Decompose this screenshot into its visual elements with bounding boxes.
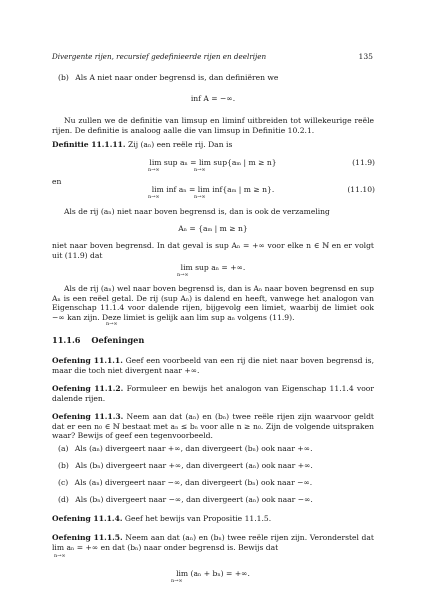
item-label: (d)	[58, 495, 69, 504]
exercise-3-item-a	[58, 444, 374, 454]
exercise-5-equation-sub: n→∞	[171, 578, 183, 584]
exercise-2-text: Formuleer en bewijs het analogon van Eigenschap 11.1.4 voor dalende rijen.	[52, 384, 374, 403]
exercise-4-text: Geef het bewijs van Propositie 11.1.5.	[124, 514, 272, 523]
exercise-5	[52, 533, 374, 552]
exercise-5-equation: lim (aₙ + bₙ) = +∞.	[176, 569, 250, 578]
definition-label: Definitie 11.1.11.	[52, 140, 126, 149]
exercise-2	[52, 384, 374, 403]
paragraph-unbounded-line2: niet naar boven begrensd. In dat geval is sup Aₙ = +∞ voor elke n ∈ ℕ en er volgt uit (11.9) dat	[52, 241, 374, 260]
item-text: Als (bₙ) divergeert naar −∞, dan divergeert (aₙ) ook naar −∞.	[75, 495, 313, 504]
exercise-3-label: Oefening 11.1.3.	[52, 412, 124, 421]
limsup-infinity-sub: n→∞	[177, 272, 189, 278]
limsup-infinity-equation: lim sup aₙ = +∞.	[180, 263, 246, 272]
exercise-5-sub: n→∞	[54, 553, 66, 559]
equation-liminf-body: lim inf aₙ = lim inf{aₘ | m ≥ n}.	[151, 185, 275, 194]
equation-number-11-9: (11.9)	[352, 158, 375, 167]
equation-limsup-sub-1: n→∞	[148, 167, 160, 173]
running-title: Divergente rijen, recursief gedefinieerde rijen en deelrijen	[52, 52, 267, 61]
section-title: Oefeningen	[91, 335, 145, 345]
exercise-5-label: Oefening 11.1.5.	[52, 533, 123, 542]
section-number: 11.1.6	[52, 335, 81, 345]
item-label: (c)	[58, 478, 69, 487]
exercise-3-text: Neem aan dat (aₙ) en (bₙ) twee reële rijen zijn waarvoor geldt dat er een n₀ ∈ ℕ bestaat met aₙ ≤ bₙ voor alle n ≥ n₀. Zijn de volgende uitspraken waar? Bewijs of geef een tegenvoorbeeld.	[52, 412, 374, 441]
item-b-equation: inf A = −∞.	[190, 94, 236, 103]
equation-number-11-10: (11.10)	[347, 185, 375, 194]
exercise-3-item-c	[58, 478, 374, 488]
exercise-3-item-b	[58, 461, 374, 471]
equation-liminf-sub-1: n→∞	[148, 194, 160, 200]
item-b	[58, 73, 278, 83]
exercise-2-label: Oefening 11.1.2.	[52, 384, 124, 393]
exercise-3	[52, 412, 374, 441]
exercise-3-item-d	[58, 495, 374, 505]
exercise-4	[52, 514, 374, 524]
equation-liminf	[52, 185, 374, 195]
exercise-1	[52, 356, 374, 375]
paragraph-bounded: Als de rij (aₙ) wel naar boven begrensd is, dan is Aₙ naar boven begrensd en sup Aₙ is een reëel getal. De rij (sup Aₙ) is dalend en heeft, vanwege het analogon van Eigenschap 11.1.4 voor dalende rijen, bijgevolg een limiet, waarbij de limiet ook −∞ kan zijn. Deze limiet is gelijk aan lim sup aₙ volgens (11.9).	[52, 284, 374, 322]
section-heading	[52, 335, 144, 345]
item-b-text: Als A niet naar onder begrensd is, dan definiëren we	[75, 73, 279, 82]
equation-limsup-sub-2: n→∞	[194, 167, 206, 173]
exercise-1-label: Oefening 11.1.1.	[52, 356, 123, 365]
item-label: (b)	[58, 461, 69, 470]
page-number: 135	[358, 52, 373, 61]
equation-limsup	[52, 158, 374, 168]
item-text: Als (aₙ) divergeert naar +∞, dan divergeert (bₙ) ook naar +∞.	[74, 444, 313, 453]
equation-limsup-body: lim sup aₙ = lim sup{aₘ | m ≥ n}	[149, 158, 277, 167]
definition	[52, 140, 374, 150]
exercise-1-text: Geef een voorbeeld van een rij die niet naar boven begrensd is, maar die toch niet divergent naar +∞.	[52, 356, 374, 375]
paragraph-unbounded-line1: Als de rij (aₙ) niet naar boven begrensd is, dan is ook de verzameling	[64, 207, 330, 216]
item-text: Als (aₙ) divergeert naar −∞, dan divergeert (bₙ) ook naar −∞.	[74, 478, 313, 487]
paragraph-bounded-sub: n→∞	[106, 321, 118, 327]
equation-liminf-sub-2: n→∞	[194, 194, 206, 200]
set-equation: Aₙ = {aₘ | m ≥ n}	[178, 224, 248, 233]
definition-text: Zij (aₙ) een reële rij. Dan is	[127, 140, 233, 149]
item-text: Als (bₙ) divergeert naar +∞, dan divergeert (aₙ) ook naar +∞.	[75, 461, 313, 470]
exercise-5-text: Neem aan dat (aₙ) en (bₙ) twee reële rijen zijn. Veronderstel dat lim aₙ = +∞ en dat (bₙ) naar onder begrensd is. Bewijs dat	[52, 533, 374, 552]
item-label: (a)	[58, 444, 69, 453]
connector-en: en	[52, 177, 62, 186]
exercise-4-label: Oefening 11.1.4.	[52, 514, 123, 523]
paragraph-intro: Nu zullen we de definitie van limsup en liminf uitbreiden tot willekeurige reële rijen. De definitie is analoog aalle die van limsup in Definitie 10.2.1.	[52, 116, 374, 135]
item-b-label: (b)	[58, 73, 69, 82]
